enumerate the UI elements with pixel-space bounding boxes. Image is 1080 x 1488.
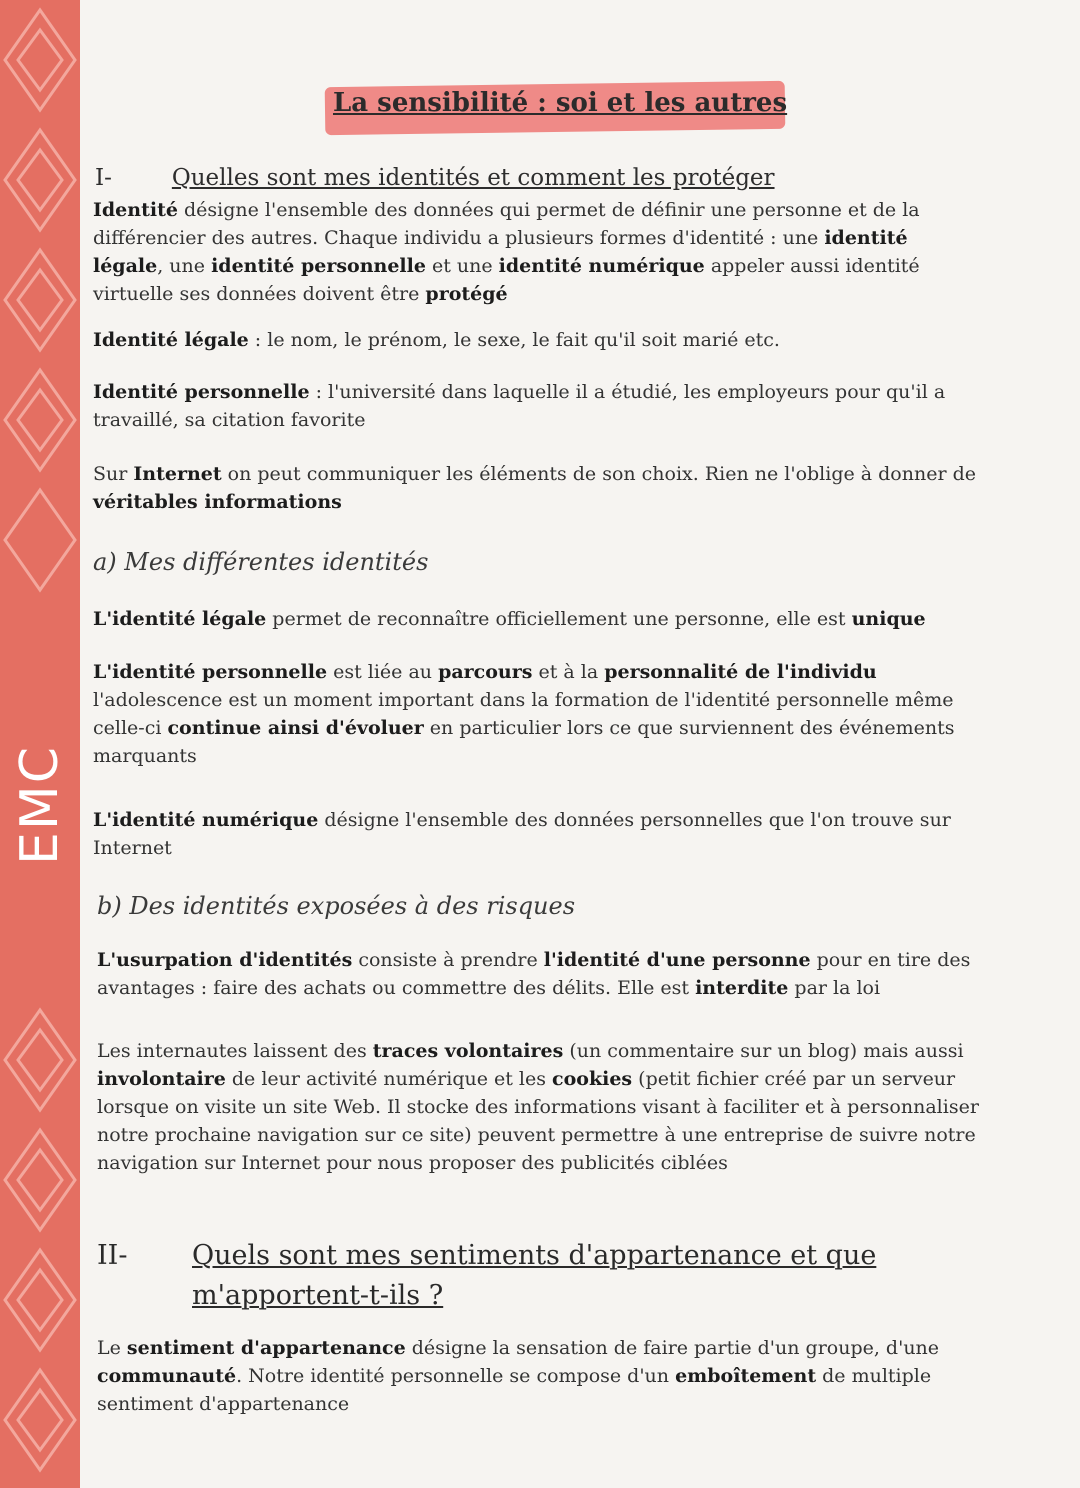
bold-term: Identité légale <box>93 329 249 351</box>
bold-term: continue ainsi d'évoluer <box>167 717 424 739</box>
text-run: pour en tire des avantages : faire des achats ou commettre des délits. Elle est <box>97 949 971 999</box>
text-run: on peut communiquer les éléments de son choix. Rien ne l'oblige à donner de <box>221 463 976 485</box>
text-run: de leur activité numérique et les <box>225 1068 553 1090</box>
bold-term: parcours <box>438 661 533 683</box>
text-run: permet de reconnaître officiellement une personne, elle est <box>266 608 852 630</box>
paragraph-personnelle-parcours <box>93 658 963 770</box>
text-run: et à la <box>532 661 605 683</box>
section1-heading <box>95 165 775 191</box>
paragraph-identite-legale <box>93 326 973 354</box>
paragraph-traces-cookies <box>97 1037 992 1177</box>
bold-term: sentiment d'appartenance <box>126 1337 406 1359</box>
text-run: est liée au <box>327 661 439 683</box>
section1-number: I- <box>95 165 112 191</box>
text-run: (un commentaire sur un blog) mais aussi <box>563 1040 964 1062</box>
bold-term: L'identité personnelle <box>93 661 328 683</box>
subject-label: EMC <box>10 744 70 866</box>
text-run: désigne la sensation de faire partie d'un groupe, d'une <box>405 1337 940 1359</box>
paragraph-usurpation <box>97 946 987 1002</box>
paragraph-appartenance <box>97 1334 977 1418</box>
text-run: Les internautes laissent des <box>97 1040 373 1062</box>
bold-term: personnalité de l'individu <box>604 661 877 683</box>
text-run: de multiple sentiment d'appartenance <box>97 1365 932 1415</box>
paragraph-identite-personnelle <box>93 378 993 434</box>
bold-term: cookies <box>552 1068 633 1090</box>
bold-term: véritables informations <box>93 491 342 513</box>
paragraph-internet <box>93 460 1003 516</box>
text-run: : l'université dans laquelle il a étudié, les employeurs pour qu'il a travaillé, sa citation favorite <box>93 381 946 431</box>
bold-term: traces volontaires <box>372 1040 564 1062</box>
bold-term: Internet <box>133 463 222 485</box>
text-run: , une <box>157 255 212 277</box>
bold-term: l'identité d'une personne <box>543 949 811 971</box>
text-run: désigne l'ensemble des données qui permet de définir une personne et de la différencier des autres. Chaque individu a plusieurs formes d'identité : une <box>93 199 920 249</box>
sidebar <box>0 0 80 1488</box>
text-run: . Notre identité personnelle se compose d'un <box>236 1365 676 1387</box>
text-run: appeler aussi identité virtuelle ses données doivent être <box>93 255 920 305</box>
text-run: en particulier lors ce que surviennent des événements marquants <box>93 717 955 767</box>
bold-term: L'identité légale <box>93 608 267 630</box>
text-run: l'adolescence est un moment important dans la formation de l'identité personnelle même celle-ci <box>93 689 954 739</box>
bold-term: identité numérique <box>498 255 705 277</box>
bold-term: protégé <box>425 283 508 305</box>
bold-term: unique <box>851 608 926 630</box>
section2-title: Quels sont mes sentiments d'appartenance et que m'apportent-t-ils ? <box>192 1240 877 1311</box>
title-block <box>333 88 787 118</box>
bold-term: identité personnelle <box>211 255 426 277</box>
section2-number: II- <box>97 1240 128 1271</box>
section1-title: Quelles sont mes identités et comment les protéger <box>171 165 775 191</box>
bold-term: Identité <box>93 199 178 221</box>
bold-term: communauté <box>97 1365 237 1387</box>
bold-term: L'usurpation d'identités <box>97 949 353 971</box>
bold-term: L'identité numérique <box>93 809 319 831</box>
bold-term: Identité personnelle <box>93 381 310 403</box>
subheading-b: b) Des identités exposées à des risques <box>97 892 576 920</box>
text-run: et une <box>425 255 499 277</box>
subheading-a: a) Mes différentes identités <box>93 548 429 576</box>
bold-term: interdite <box>695 977 789 999</box>
bold-term: identité légale <box>93 227 908 277</box>
paragraph-numerique <box>93 806 1003 862</box>
text-run: : le nom, le prénom, le sexe, le fait qu'il soit marié etc. <box>248 329 780 351</box>
page-title: La sensibilité : soi et les autres <box>333 88 788 118</box>
text-run: désigne l'ensemble des données personnelles que l'on trouve sur Internet <box>93 809 951 859</box>
section2-heading <box>97 1236 977 1316</box>
text-run: Le <box>97 1337 127 1359</box>
paragraph-identite <box>93 196 973 308</box>
paragraph-legale-unique <box>93 605 993 633</box>
text-run: par la loi <box>788 977 881 999</box>
bold-term: involontaire <box>97 1068 226 1090</box>
text-run: Sur <box>93 463 134 485</box>
text-run: (petit fichier créé par un serveur lorsque on visite un site Web. Il stocke des informations visant à faciliter et à personnaliser notre prochaine navigation sur ce site) peuvent permettre à une entreprise de suivre notre navigation sur Internet pour nous proposer des publicités ciblées <box>97 1068 979 1174</box>
text-run: consiste à prendre <box>352 949 544 971</box>
bold-term: emboîtement <box>675 1365 817 1387</box>
